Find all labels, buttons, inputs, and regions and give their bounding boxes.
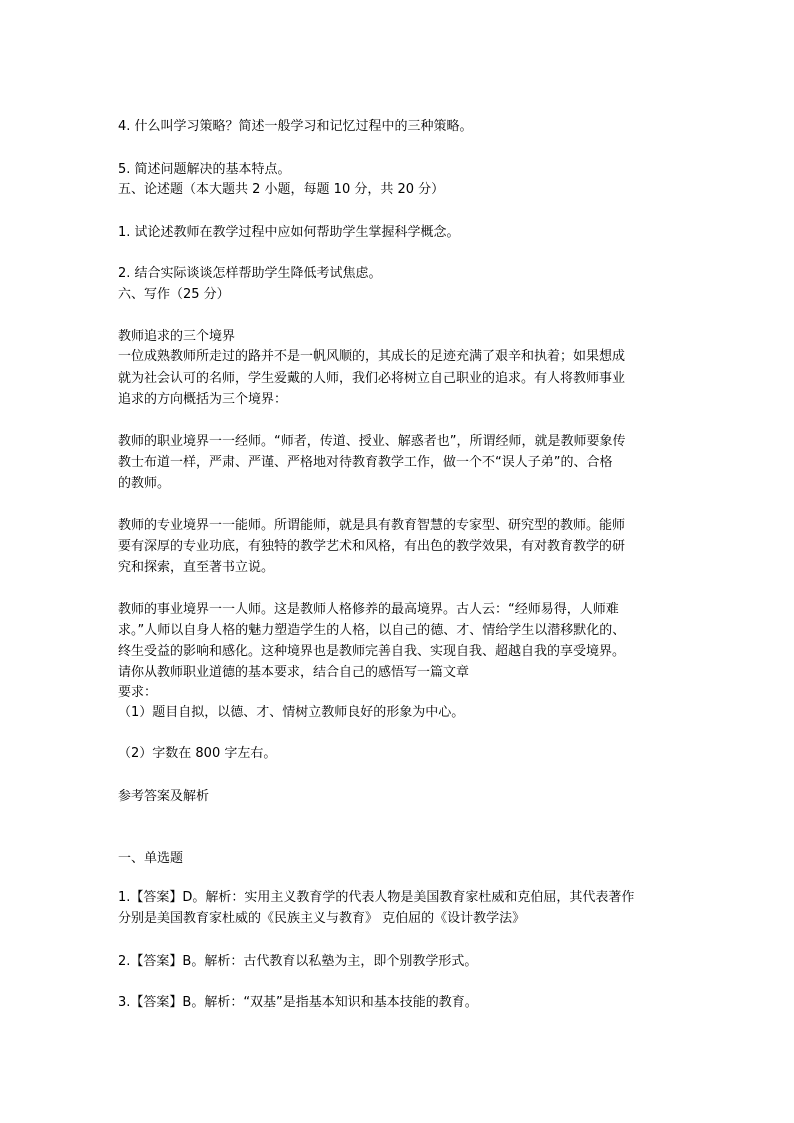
para2-line-3: 究和探索，直至著书立说。 <box>118 560 275 575</box>
answer-3: 3.【答案】B。解析：“双基”是指基本知识和基本技能的教育。 <box>118 995 478 1010</box>
para3-line-3: 终生受益的影响和感化。这种境界也是教师完善自我、实现自我、超越自我的享受境界。 <box>118 644 626 659</box>
writing-prompt: 请你从教师职业道德的基本要求，结合自己的感悟写一篇文章 <box>118 665 470 680</box>
answer-1-line-2: 分别是美国教育家杜威的《民族主义与教育》 克伯屈的《设计教学法》 <box>118 911 526 926</box>
essay-section-heading: 五、论述题（本大题共 2 小题，每题 10 分，共 20 分） <box>118 182 445 197</box>
answers-heading: 参考答案及解析 <box>118 789 210 804</box>
para1-line-1: 教师的职业境界一一经师。“师者，传道、授业、解惑者也”，所谓经师，就是教师要象传 <box>118 434 626 449</box>
intro-line-3: 追求的方向概括为三个境界： <box>118 392 288 407</box>
question-5: 5. 简述问题解决的基本特点。 <box>118 162 291 177</box>
para3-line-2: 求。”人师以自身人格的魅力塑造学生的人格，以自己的德、才、情给学生以潜移默化的、 <box>118 623 626 638</box>
writing-section-heading: 六、写作（25 分） <box>118 287 230 302</box>
para1-line-2: 教士布道一样，严肃、严谨、严格地对待教育教学工作，做一个不“误人子弟”的、合格 <box>118 455 613 470</box>
intro-line-2: 就为社会认可的名师，学生爱戴的人师，我们必将树立自己职业的追求。有人将教师事业 <box>118 371 626 386</box>
answers-section-1: 一、单选题 <box>118 851 184 866</box>
intro-line-1: 一位成熟教师所走过的路并不是一帆风顺的，其成长的足迹充满了艰辛和执着；如果想成 <box>118 349 626 364</box>
question-4: 4. 什么叫学习策略？简述一般学习和记忆过程中的三种策略。 <box>118 119 473 134</box>
requirement-2: （2）字数在 800 字左右。 <box>118 746 277 761</box>
para2-line-1: 教师的专业境界一一能师。所谓能师，就是具有教育智慧的专家型、研究型的教师。能师 <box>118 518 626 533</box>
essay-question-1: 1. 试论述教师在教学过程中应如何帮助学生掌握科学概念。 <box>118 225 460 240</box>
para3-line-1: 教师的事业境界一一人师。这是教师人格修养的最高境界。古人云：“经师易得，人师难 <box>118 602 619 617</box>
essay-question-2: 2. 结合实际谈谈怎样帮助学生降低考试焦虑。 <box>118 266 382 281</box>
writing-title: 教师追求的三个境界 <box>118 329 236 344</box>
para2-line-2: 要有深厚的专业功底，有独特的教学艺术和风格，有出色的教学效果，有对教育教学的研 <box>118 539 626 554</box>
answer-2: 2.【答案】B。解析：古代教育以私塾为主，即个别教学形式。 <box>118 954 478 969</box>
requirements-label: 要求： <box>118 685 158 700</box>
requirement-1: （1）题目自拟，以德、才、情树立教师良好的形象为中心。 <box>118 705 465 720</box>
answer-1-line-1: 1.【答案】D。解析：实用主义教育学的代表人物是美国教育家杜威和克伯屈，其代表著作 <box>118 890 635 905</box>
para1-line-3: 的教师。 <box>118 476 171 491</box>
